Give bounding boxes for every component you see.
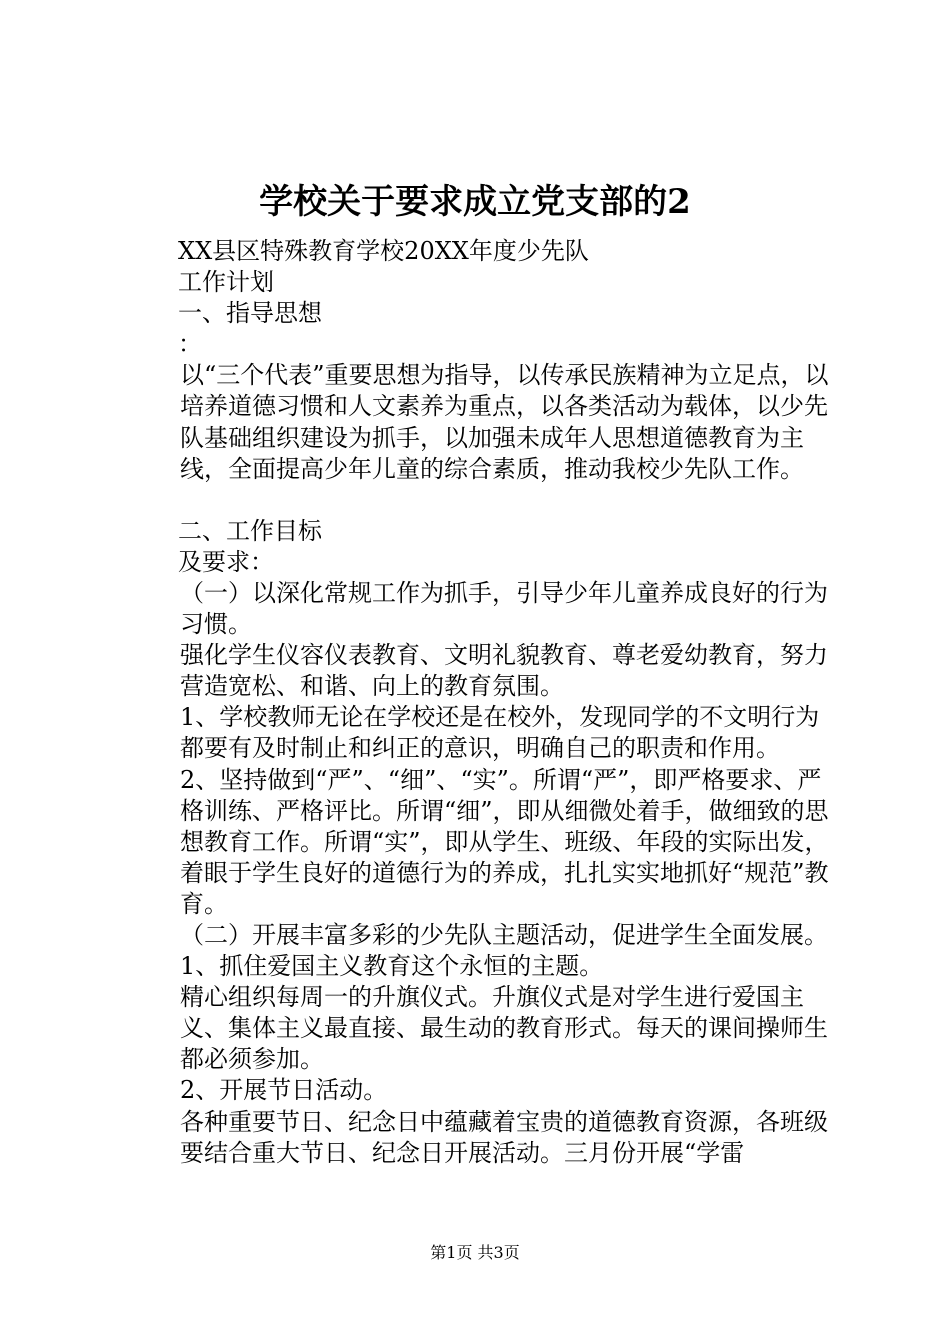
section-heading-1: 一、指导思想 [178, 299, 322, 328]
paragraph-flag-ceremony: 精心组织每周一的升旗仪式。升旗仪式是对学生进行爱国主义、集体主义最直接、最生动的教育形式。每天的课间操师生都必须参加。 [180, 983, 828, 1074]
paragraph-point-1: 1、学校教师无论在学校还是在校外，发现同学的不文明行为都要有及时制止和纠正的意识，明确自己的职责和作用。 [180, 703, 820, 763]
section-heading-2-cont: 及要求： [178, 547, 274, 576]
paragraph-item-1: （一）以深化常规工作为抓手，引导少年儿童养成良好的行为习惯。 [180, 578, 828, 639]
page-number: 第1页 共3页 [430, 1243, 520, 1262]
paragraph-festivals: 2、开展节日活动。 [180, 1076, 388, 1105]
paragraph-item-2: （二）开展丰富多彩的少先队主题活动，促进学生全面发展。 [180, 920, 828, 949]
paragraph-festival-detail: 各种重要节日、纪念日中蕴藏着宝贵的道德教育资源，各班级要结合重大节日、纪念日开展活动。三月份开展“学雷 [180, 1107, 828, 1167]
paragraph-point-2: 2、坚持做到“严”、“细”、“实”。所谓“严”，即严格要求、严格训练、严格评比。所谓“细”，即从细微处着手，做细致的思想教育工作。所谓“实”，即从学生、班级、年段的实际出发，着眼于学生良好的道德行为的养成，扎扎实实地抓好“规范”教育。 [180, 765, 829, 918]
subtitle-line-2: 工作计划 [178, 268, 274, 297]
section-heading-2: 二、工作目标 [178, 516, 322, 545]
document-body [128, 236, 838, 1169]
subtitle-line-1: XX县区特殊教育学校20XX年度少先队 [178, 237, 589, 265]
paragraph-patriotism: 1、抓住爱国主义教育这个永恒的主题。 [180, 952, 604, 981]
paragraph-gap [128, 485, 838, 516]
paragraph-guiding-thought: 以“三个代表”重要思想为指导，以传承民族精神为立足点，以培养道德习惯和人文素养为重点，以各类活动为载体，以少先队基础组织建设为抓手，以加强未成年人思想道德教育为主线，全面提高少年儿童的综合素质，推动我校少先队工作。 [180, 361, 829, 483]
section-heading-1-colon: ： [178, 330, 202, 359]
document-title: 学校关于要求成立党支部的2 [259, 182, 691, 222]
paragraph-etiquette: 强化学生仪容仪表教育、文明礼貌教育、尊老爱幼教育，努力营造宽松、和谐、向上的教育氛围。 [180, 641, 828, 701]
